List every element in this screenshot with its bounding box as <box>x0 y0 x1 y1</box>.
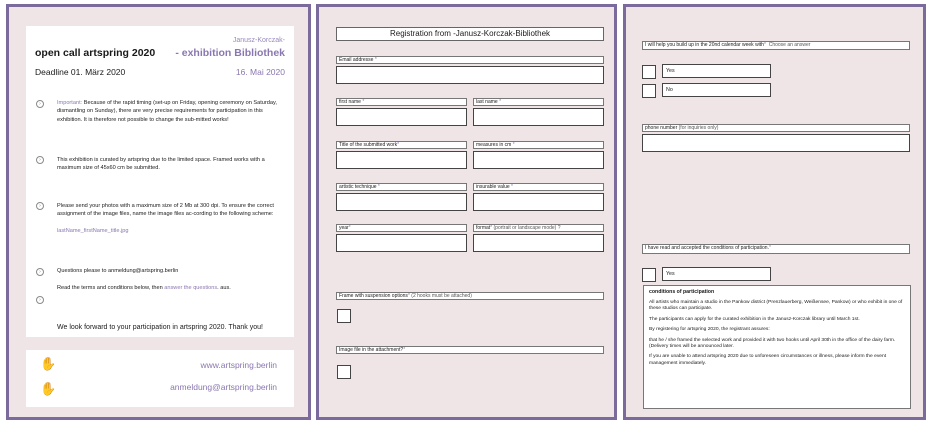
paragraph-curation: This exhibition is curated by artspring due to the limited space. Framed works with a maximum size of 45x60 cm be submitted. <box>57 157 265 172</box>
deadline: Deadline 01. März 2020 <box>35 67 126 77</box>
conditions-title: conditions of participation <box>649 289 715 295</box>
website-link[interactable]: www.artspring.berlin <box>200 360 277 370</box>
condition-text: All artists who maintain a studio in the Pankow district (Prenzlauerberg, Weißensee, Pankow) or who exhibit in one of these studios can participate. <box>649 300 903 312</box>
info-page <box>6 4 311 420</box>
condition-text: The participants can apply for the curated exhibition in the Janusz-Korczak library until March 1st. <box>649 316 860 322</box>
last-name-field[interactable] <box>473 108 604 126</box>
registration-page <box>316 4 617 420</box>
event-date: 16. Mai 2020 <box>235 67 285 77</box>
buildup-no-option[interactable]: No <box>662 83 771 97</box>
contact-card <box>26 350 294 407</box>
hand-wave-icon: ✋ <box>40 381 57 396</box>
circle-arrow-icon: › <box>36 202 44 210</box>
frame-checkbox[interactable] <box>337 309 351 323</box>
technique-field[interactable] <box>336 193 467 211</box>
email-label: Email addresse * <box>336 56 604 64</box>
buildup-yes-option[interactable]: Yes <box>662 64 771 78</box>
first-name-label: first name * <box>336 98 467 106</box>
measures-field[interactable] <box>473 151 604 169</box>
phone-label: phone number (for inquiries only) <box>642 124 910 132</box>
org-name: - exhibition Bibliothek <box>175 47 285 59</box>
frame-label: Frame with suspension options* (2 hooks must be attached) <box>336 292 604 300</box>
title-label: Title of the submitted work* <box>336 141 467 149</box>
condition-text: If you are unable to attend artspring 2020 due to unforeseen circumstances or illness, please inform the event management immediately. <box>649 354 887 366</box>
org-top: Janusz-Korczak- <box>232 37 285 44</box>
buildup-no-checkbox[interactable] <box>642 84 656 98</box>
condition-text: that he / she framed the selected work and provided it with two hooks until April 30th in the office of the dairy farm. (Delivery times will be announced later. <box>649 337 896 350</box>
measures-label: measures in cm * <box>473 141 604 149</box>
thanks-text: We look forward to your participation in artspring 2020. Thank you! <box>57 324 263 331</box>
paragraph-important: Important: Because of the rapid timing (set-up on Friday, opening ceremony on Saturday, dismantling on Sunday), there are very precise requirements for participation in this exhibition. It is therefore not possible to change the sub-mitted works! <box>57 100 277 123</box>
title-field[interactable] <box>336 151 467 169</box>
last-name-label: last name * <box>473 98 604 106</box>
circle-arrow-icon: › <box>36 268 44 276</box>
insurable-field[interactable] <box>473 193 604 211</box>
format-label: format* (portrait or landscape mode) ? <box>473 224 604 232</box>
file-scheme: lastName_firstName_title.jpg <box>57 227 129 234</box>
form-title: Registration from -Janusz-Korczak-Bibliothek <box>336 27 604 41</box>
hand-wave-icon: ✋ <box>40 356 57 371</box>
paragraph-questions: Questions please to anmeldung@artspring.berlin <box>57 268 179 274</box>
image-checkbox[interactable] <box>337 365 351 379</box>
format-field[interactable] <box>473 234 604 252</box>
first-name-field[interactable] <box>336 108 467 126</box>
circle-arrow-icon: › <box>36 100 44 108</box>
buildup-label: I will help you build up in the 20nd calendar week with* Choose an answer <box>642 41 910 50</box>
email-field[interactable] <box>336 66 604 84</box>
year-field[interactable] <box>336 234 467 252</box>
year-label: year* <box>336 224 467 232</box>
answer-link[interactable]: answer the questions <box>164 285 218 291</box>
paragraph-photos: Please send your photos with a maximum size of 2 Mb at 300 dpi. To ensure the correct assignment of the image files, name the image files ac-cording to the following scheme: lastName_firstName_title.jpg <box>57 202 285 235</box>
circle-arrow-icon: › <box>36 296 44 304</box>
buildup-yes-checkbox[interactable] <box>642 65 656 79</box>
circle-arrow-icon: › <box>36 156 44 164</box>
accept-checkbox[interactable] <box>642 268 656 282</box>
image-label: Image file in the attachment?* <box>336 346 604 354</box>
condition-text: By registering for artspring 2020, the registrant assures: <box>649 327 770 333</box>
email-link[interactable]: anmeldung@artspring.berlin <box>170 382 277 392</box>
accept-yes-option[interactable]: Yes <box>662 267 771 281</box>
info-card <box>26 26 294 337</box>
phone-field[interactable] <box>642 134 910 152</box>
conditions-box <box>643 285 911 409</box>
paragraph-terms: Read the terms and conditions below, then answer the questions. aus. <box>57 285 231 291</box>
technique-label: artistic technique * <box>336 183 467 191</box>
insurable-label: insurable value * <box>473 183 604 191</box>
page-title: open call artspring 2020 <box>35 47 156 59</box>
accept-label: I have read and accepted the conditions of participation.* <box>642 244 910 254</box>
questions-page <box>623 4 926 420</box>
